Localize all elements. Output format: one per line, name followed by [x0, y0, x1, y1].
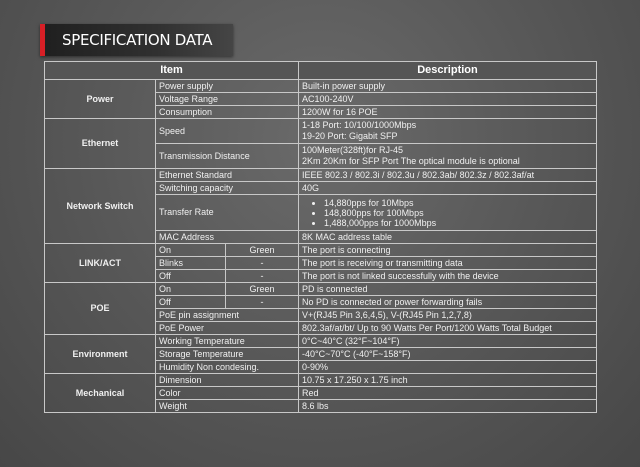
table-row [45, 80, 597, 93]
spec-label: Weight [156, 400, 299, 413]
list-item: • 148,800pps for 100Mbps [324, 208, 593, 218]
category-mechanical: Mechanical [45, 374, 156, 413]
header-item: Item [45, 62, 299, 80]
spec-label: Ethernet Standard [156, 169, 299, 182]
led-state: Off [156, 270, 226, 283]
spec-label: Switching capacity [156, 182, 299, 195]
category-environment: Environment [45, 335, 156, 374]
category-power: Power [45, 80, 156, 119]
spec-label: Power supply [156, 80, 299, 93]
spec-value: IEEE 802.3 / 802.3i / 802.3u / 802.3ab/ 802.3z / 802.3af/at [299, 169, 597, 182]
spec-value: 0-90% [299, 361, 597, 374]
list-item: • 1,488,000pps for 1000Mbps [324, 218, 593, 228]
led-color: - [226, 296, 299, 309]
spec-value: 1200W for 16 POE [299, 106, 597, 119]
category-link-act: LINK/ACT [45, 244, 156, 283]
spec-label: Humidity Non condesing. [156, 361, 299, 374]
table-row [45, 335, 597, 348]
spec-value: AC100-240V [299, 93, 597, 106]
led-state: On [156, 283, 226, 296]
spec-label: Transfer Rate [156, 195, 299, 231]
spec-label: PoE Power [156, 322, 299, 335]
spec-value [299, 195, 597, 231]
spec-label: Transmission Distance [156, 144, 299, 169]
spec-value: 0°C~40°C (32°F~104°F) [299, 335, 597, 348]
spec-value: 802.3af/at/bt/ Up to 90 Watts Per Port/1200 Watts Total Budget [299, 322, 597, 335]
table-row [45, 283, 597, 296]
spec-value: The port is connecting [299, 244, 597, 257]
spec-value [299, 144, 597, 169]
spec-label: Speed [156, 119, 299, 144]
distance-line: 100Meter(328ft)for RJ-45 [302, 145, 404, 155]
category-ethernet: Ethernet [45, 119, 156, 169]
list-item: • 14,880pps for 10Mbps [324, 198, 593, 208]
category-poe: POE [45, 283, 156, 335]
spec-label: MAC Address [156, 231, 299, 244]
led-color: - [226, 270, 299, 283]
led-color: Green [226, 244, 299, 257]
spec-value: PD is connected [299, 283, 597, 296]
led-state: On [156, 244, 226, 257]
spec-value: Built-in power supply [299, 80, 597, 93]
speed-line: 1-18 Port: 10/100/1000Mbps [302, 120, 417, 130]
spec-value: 40G [299, 182, 597, 195]
page-title: SPECIFICATION DATA [62, 31, 213, 49]
table-row [45, 374, 597, 387]
spec-value: No PD is connected or power forwarding fails [299, 296, 597, 309]
spec-label: Working Temperature [156, 335, 299, 348]
transfer-rate-list [302, 198, 593, 228]
speed-line: 19-20 Port: Gigabit SFP [302, 131, 398, 141]
led-color: Green [226, 283, 299, 296]
spec-label: Dimension [156, 374, 299, 387]
table-row [45, 244, 597, 257]
led-color: - [226, 257, 299, 270]
spec-value: Red [299, 387, 597, 400]
led-state: Blinks [156, 257, 226, 270]
spec-value: -40°C~70°C (-40°F~158°F) [299, 348, 597, 361]
specification-table [44, 61, 597, 413]
spec-value: 8K MAC address table [299, 231, 597, 244]
table-row [45, 169, 597, 182]
spec-value: The port is not linked successfully with the device [299, 270, 597, 283]
spec-label: Consumption [156, 106, 299, 119]
spec-label: Voltage Range [156, 93, 299, 106]
table-row [45, 119, 597, 144]
spec-value: The port is receiving or transmitting data [299, 257, 597, 270]
section-title-bar [40, 24, 233, 56]
spec-value: 8.6 lbs [299, 400, 597, 413]
led-state: Off [156, 296, 226, 309]
header-description: Description [299, 62, 597, 80]
distance-line: 2Km 20Km for SFP Port The optical module is optional [302, 156, 520, 166]
spec-label: Storage Temperature [156, 348, 299, 361]
spec-value [299, 119, 597, 144]
spec-label: PoE pin assignment [156, 309, 299, 322]
spec-label: Color [156, 387, 299, 400]
spec-value: 10.75 x 17.250 x 1.75 inch [299, 374, 597, 387]
category-network-switch: Network Switch [45, 169, 156, 244]
spec-value: V+(RJ45 Pin 3,6,4,5), V-(RJ45 Pin 1,2,7,8) [299, 309, 597, 322]
title-accent-stripe [40, 24, 45, 56]
